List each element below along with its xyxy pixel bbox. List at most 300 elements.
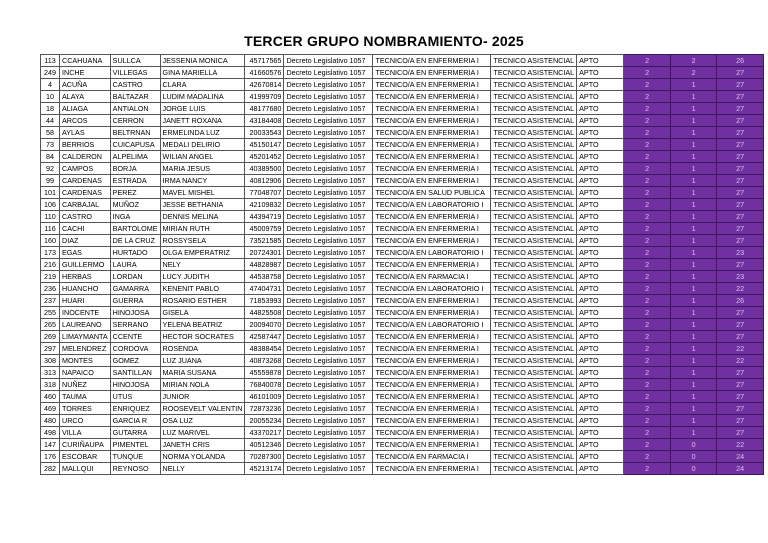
score-1-cell: 2 xyxy=(624,343,671,355)
score-2-cell: 1 xyxy=(671,319,717,331)
condicion-cell: APTO xyxy=(577,271,624,283)
regimen-cell: Decreto Legislativo 1057 xyxy=(284,127,373,139)
row-number-cell: 176 xyxy=(41,451,60,463)
score-1-cell: 2 xyxy=(624,139,671,151)
apellido-paterno-cell: VILLA xyxy=(60,427,111,439)
cargo-cell: TECNICO/A EN ENFERMERIA I xyxy=(373,463,491,475)
row-number-cell: 113 xyxy=(41,55,60,67)
grupo-ocupacional-cell: TECNICO ASISTENCIAL xyxy=(491,331,577,343)
score-2-cell: 1 xyxy=(671,331,717,343)
table-row xyxy=(41,331,764,343)
grupo-ocupacional-cell: TECNICO ASISTENCIAL xyxy=(491,343,577,355)
table-row xyxy=(41,175,764,187)
nombres-cell: NORMA YOLANDA xyxy=(160,451,245,463)
apellido-materno-cell: ANTIALON xyxy=(110,103,160,115)
cargo-cell: TECNICO/A EN ENFERMERIA I xyxy=(373,223,491,235)
nombres-cell: ROSARIO ESTHER xyxy=(160,295,245,307)
apellido-paterno-cell: CARDENAS xyxy=(60,175,111,187)
apellido-paterno-cell: LIMAYMANTA xyxy=(60,331,111,343)
score-2-cell: 1 xyxy=(671,199,717,211)
apellido-paterno-cell: LAUREANO xyxy=(60,319,111,331)
nombres-cell: DENNIS MELINA xyxy=(160,211,245,223)
score-3-cell: 23 xyxy=(717,271,764,283)
row-number-cell: 173 xyxy=(41,247,60,259)
score-1-cell: 2 xyxy=(624,427,671,439)
cargo-cell: TECNICO/A EN ENFERMERIA I xyxy=(373,295,491,307)
score-2-cell: 1 xyxy=(671,163,717,175)
score-1-cell: 2 xyxy=(624,463,671,475)
grupo-ocupacional-cell: TECNICO ASISTENCIAL xyxy=(491,235,577,247)
row-number-cell: 313 xyxy=(41,367,60,379)
table-row xyxy=(41,463,764,475)
regimen-cell: Decreto Legislativo 1057 xyxy=(284,391,373,403)
nombres-cell: CLARA xyxy=(160,79,245,91)
dni-cell: 43370217 xyxy=(245,427,284,439)
score-2-cell: 1 xyxy=(671,115,717,127)
nombres-cell: GISELA xyxy=(160,307,245,319)
score-2-cell: 1 xyxy=(671,415,717,427)
nombres-cell: JANETT ROXANA xyxy=(160,115,245,127)
table-row xyxy=(41,223,764,235)
table-row xyxy=(41,415,764,427)
score-3-cell: 22 xyxy=(717,283,764,295)
score-3-cell: 27 xyxy=(717,235,764,247)
score-2-cell: 1 xyxy=(671,79,717,91)
apellido-paterno-cell: CASTRO xyxy=(60,211,111,223)
table-row xyxy=(41,367,764,379)
dni-cell: 40873268 xyxy=(245,355,284,367)
score-1-cell: 2 xyxy=(624,79,671,91)
score-1-cell: 2 xyxy=(624,283,671,295)
apellido-paterno-cell: HUARI xyxy=(60,295,111,307)
row-number-cell: 44 xyxy=(41,115,60,127)
nombres-cell: ROSSYSELA xyxy=(160,235,245,247)
condicion-cell: APTO xyxy=(577,67,624,79)
score-2-cell: 1 xyxy=(671,151,717,163)
apellido-materno-cell: PEREZ xyxy=(110,187,160,199)
regimen-cell: Decreto Legislativo 1057 xyxy=(284,283,373,295)
dni-cell: 42670814 xyxy=(245,79,284,91)
grupo-ocupacional-cell: TECNICO ASISTENCIAL xyxy=(491,415,577,427)
condicion-cell: APTO xyxy=(577,283,624,295)
grupo-ocupacional-cell: TECNICO ASISTENCIAL xyxy=(491,79,577,91)
row-number-cell: 101 xyxy=(41,187,60,199)
cargo-cell: TECNICO/A EN ENFERMERIA I xyxy=(373,391,491,403)
row-number-cell: 160 xyxy=(41,235,60,247)
condicion-cell: APTO xyxy=(577,139,624,151)
results-table xyxy=(40,54,764,475)
row-number-cell: 237 xyxy=(41,295,60,307)
dni-cell: 40512346 xyxy=(245,439,284,451)
apellido-materno-cell: HINOJOSA xyxy=(110,307,160,319)
nombres-cell: LUZ MARIVEL xyxy=(160,427,245,439)
apellido-paterno-cell: DIAZ xyxy=(60,235,111,247)
condicion-cell: APTO xyxy=(577,355,624,367)
condicion-cell: APTO xyxy=(577,235,624,247)
score-1-cell: 2 xyxy=(624,379,671,391)
score-3-cell: 27 xyxy=(717,367,764,379)
dni-cell: 41999709 xyxy=(245,91,284,103)
apellido-materno-cell: BORJA xyxy=(110,163,160,175)
apellido-materno-cell: GOMEZ xyxy=(110,355,160,367)
grupo-ocupacional-cell: TECNICO ASISTENCIAL xyxy=(491,451,577,463)
grupo-ocupacional-cell: TECNICO ASISTENCIAL xyxy=(491,103,577,115)
cargo-cell: TECNICO/A EN ENFERMERIA I xyxy=(373,379,491,391)
row-number-cell: 469 xyxy=(41,403,60,415)
score-3-cell: 27 xyxy=(717,67,764,79)
regimen-cell: Decreto Legislativo 1057 xyxy=(284,367,373,379)
cargo-cell: TECNICO/A EN FARMACIA I xyxy=(373,451,491,463)
score-3-cell: 26 xyxy=(717,55,764,67)
apellido-materno-cell: DE LA CRUZ xyxy=(110,235,160,247)
table-row xyxy=(41,427,764,439)
score-3-cell: 27 xyxy=(717,163,764,175)
score-1-cell: 2 xyxy=(624,403,671,415)
table-row xyxy=(41,283,764,295)
dni-cell: 41660576 xyxy=(245,67,284,79)
score-1-cell: 2 xyxy=(624,259,671,271)
nombres-cell: JUNIOR xyxy=(160,391,245,403)
apellido-materno-cell: GAMARRA xyxy=(110,283,160,295)
grupo-ocupacional-cell: TECNICO ASISTENCIAL xyxy=(491,271,577,283)
apellido-paterno-cell: ACUÑA xyxy=(60,79,111,91)
score-1-cell: 2 xyxy=(624,391,671,403)
nombres-cell: MEDALI DELIRIO xyxy=(160,139,245,151)
score-2-cell: 1 xyxy=(671,355,717,367)
score-1-cell: 2 xyxy=(624,211,671,223)
score-2-cell: 1 xyxy=(671,379,717,391)
score-1-cell: 2 xyxy=(624,91,671,103)
apellido-materno-cell: GUERRA xyxy=(110,295,160,307)
nombres-cell: GINA MARIELLA xyxy=(160,67,245,79)
score-2-cell: 1 xyxy=(671,91,717,103)
score-2-cell: 1 xyxy=(671,139,717,151)
table-row xyxy=(41,355,764,367)
nombres-cell: ERMELINDA LUZ xyxy=(160,127,245,139)
score-3-cell: 23 xyxy=(717,247,764,259)
apellido-paterno-cell: HERBAS xyxy=(60,271,111,283)
table-row xyxy=(41,127,764,139)
apellido-materno-cell: ENRIQUEZ xyxy=(110,403,160,415)
score-2-cell: 1 xyxy=(671,103,717,115)
dni-cell: 42587447 xyxy=(245,331,284,343)
row-number-cell: 269 xyxy=(41,331,60,343)
apellido-paterno-cell: MELENDREZ xyxy=(60,343,111,355)
score-2-cell: 1 xyxy=(671,307,717,319)
apellido-materno-cell: GARCIA R xyxy=(110,415,160,427)
nombres-cell: HECTOR SOCRATES xyxy=(160,331,245,343)
score-3-cell: 27 xyxy=(717,187,764,199)
nombres-cell: WILIAN ANGEL xyxy=(160,151,245,163)
cargo-cell: TECNICO/A EN LABORATORIO I xyxy=(373,319,491,331)
grupo-ocupacional-cell: TECNICO ASISTENCIAL xyxy=(491,115,577,127)
score-3-cell: 24 xyxy=(717,451,764,463)
cargo-cell: TECNICO/A EN ENFERMERIA I xyxy=(373,55,491,67)
grupo-ocupacional-cell: TECNICO ASISTENCIAL xyxy=(491,283,577,295)
table-row xyxy=(41,307,764,319)
regimen-cell: Decreto Legislativo 1057 xyxy=(284,415,373,427)
grupo-ocupacional-cell: TECNICO ASISTENCIAL xyxy=(491,127,577,139)
grupo-ocupacional-cell: TECNICO ASISTENCIAL xyxy=(491,67,577,79)
grupo-ocupacional-cell: TECNICO ASISTENCIAL xyxy=(491,439,577,451)
score-1-cell: 2 xyxy=(624,199,671,211)
cargo-cell: TECNICO/A EN ENFERMERIA I xyxy=(373,355,491,367)
dni-cell: 42109832 xyxy=(245,199,284,211)
row-number-cell: 106 xyxy=(41,199,60,211)
score-3-cell: 27 xyxy=(717,91,764,103)
condicion-cell: APTO xyxy=(577,175,624,187)
grupo-ocupacional-cell: TECNICO ASISTENCIAL xyxy=(491,151,577,163)
apellido-materno-cell: CERRON xyxy=(110,115,160,127)
row-number-cell: 84 xyxy=(41,151,60,163)
grupo-ocupacional-cell: TECNICO ASISTENCIAL xyxy=(491,379,577,391)
apellido-paterno-cell: NUÑEZ xyxy=(60,379,111,391)
grupo-ocupacional-cell: TECNICO ASISTENCIAL xyxy=(491,175,577,187)
apellido-paterno-cell: ALAYA xyxy=(60,91,111,103)
nombres-cell: NELLY xyxy=(160,463,245,475)
score-2-cell: 1 xyxy=(671,127,717,139)
condicion-cell: APTO xyxy=(577,91,624,103)
apellido-materno-cell: MUÑOZ xyxy=(110,199,160,211)
apellido-paterno-cell: BERRIOS xyxy=(60,139,111,151)
cargo-cell: TECNICO/A EN ENFERMERIA I xyxy=(373,427,491,439)
row-number-cell: 10 xyxy=(41,91,60,103)
table-row xyxy=(41,163,764,175)
cargo-cell: TECNICO/A EN SALUD PUBLICA xyxy=(373,187,491,199)
table-row xyxy=(41,439,764,451)
apellido-materno-cell: SERRANO xyxy=(110,319,160,331)
score-3-cell: 27 xyxy=(717,307,764,319)
table-row xyxy=(41,379,764,391)
score-3-cell: 27 xyxy=(717,211,764,223)
apellido-materno-cell: HINOJOSA xyxy=(110,379,160,391)
apellido-paterno-cell: CARDENAS xyxy=(60,187,111,199)
score-3-cell: 22 xyxy=(717,343,764,355)
regimen-cell: Decreto Legislativo 1057 xyxy=(284,295,373,307)
table-row xyxy=(41,67,764,79)
regimen-cell: Decreto Legislativo 1057 xyxy=(284,139,373,151)
grupo-ocupacional-cell: TECNICO ASISTENCIAL xyxy=(491,367,577,379)
nombres-cell: KENENIT PABLO xyxy=(160,283,245,295)
score-3-cell: 22 xyxy=(717,439,764,451)
condicion-cell: APTO xyxy=(577,427,624,439)
row-number-cell: 110 xyxy=(41,211,60,223)
cargo-cell: TECNICO/A EN ENFERMERIA I xyxy=(373,91,491,103)
condicion-cell: APTO xyxy=(577,211,624,223)
table-row xyxy=(41,451,764,463)
condicion-cell: APTO xyxy=(577,259,624,271)
apellido-paterno-cell: MALLQUI xyxy=(60,463,111,475)
regimen-cell: Decreto Legislativo 1057 xyxy=(284,175,373,187)
table-row xyxy=(41,151,764,163)
score-2-cell: 0 xyxy=(671,451,717,463)
dni-cell: 44828987 xyxy=(245,259,284,271)
score-1-cell: 2 xyxy=(624,175,671,187)
dni-cell: 40389500 xyxy=(245,163,284,175)
cargo-cell: TECNICO/A EN ENFERMERIA I xyxy=(373,151,491,163)
score-1-cell: 2 xyxy=(624,331,671,343)
score-2-cell: 2 xyxy=(671,67,717,79)
table-row xyxy=(41,211,764,223)
regimen-cell: Decreto Legislativo 1057 xyxy=(284,163,373,175)
apellido-materno-cell: REYNOSO xyxy=(110,463,160,475)
grupo-ocupacional-cell: TECNICO ASISTENCIAL xyxy=(491,139,577,151)
score-1-cell: 2 xyxy=(624,307,671,319)
score-2-cell: 1 xyxy=(671,271,717,283)
score-2-cell: 1 xyxy=(671,187,717,199)
apellido-paterno-cell: TAUMA xyxy=(60,391,111,403)
cargo-cell: TECNICO/A EN ENFERMERIA I xyxy=(373,403,491,415)
nombres-cell: JESSE BETHANIA xyxy=(160,199,245,211)
table-row xyxy=(41,199,764,211)
dni-cell: 47404731 xyxy=(245,283,284,295)
dni-cell: 48177680 xyxy=(245,103,284,115)
table-row xyxy=(41,115,764,127)
cargo-cell: TECNICO/A EN ENFERMERIA I xyxy=(373,211,491,223)
regimen-cell: Decreto Legislativo 1057 xyxy=(284,319,373,331)
regimen-cell: Decreto Legislativo 1057 xyxy=(284,79,373,91)
score-2-cell: 1 xyxy=(671,259,717,271)
condicion-cell: APTO xyxy=(577,247,624,259)
condicion-cell: APTO xyxy=(577,391,624,403)
grupo-ocupacional-cell: TECNICO ASISTENCIAL xyxy=(491,295,577,307)
table-row xyxy=(41,295,764,307)
score-1-cell: 2 xyxy=(624,163,671,175)
score-3-cell: 26 xyxy=(717,295,764,307)
grupo-ocupacional-cell: TECNICO ASISTENCIAL xyxy=(491,55,577,67)
nombres-cell: JANETH CRIS xyxy=(160,439,245,451)
apellido-paterno-cell: HUANCHO xyxy=(60,283,111,295)
row-number-cell: 318 xyxy=(41,379,60,391)
regimen-cell: Decreto Legislativo 1057 xyxy=(284,199,373,211)
score-2-cell: 1 xyxy=(671,175,717,187)
score-2-cell: 1 xyxy=(671,235,717,247)
dni-cell: 45717565 xyxy=(245,55,284,67)
cargo-cell: TECNICO/A EN ENFERMERIA I xyxy=(373,415,491,427)
apellido-materno-cell: UTUS xyxy=(110,391,160,403)
apellido-paterno-cell: TORRES xyxy=(60,403,111,415)
score-2-cell: 1 xyxy=(671,343,717,355)
table-row xyxy=(41,103,764,115)
row-number-cell: 216 xyxy=(41,259,60,271)
apellido-materno-cell: BARTOLOME xyxy=(110,223,160,235)
grupo-ocupacional-cell: TECNICO ASISTENCIAL xyxy=(491,319,577,331)
cargo-cell: TECNICO/A EN ENFERMERIA I xyxy=(373,259,491,271)
regimen-cell: Decreto Legislativo 1057 xyxy=(284,247,373,259)
apellido-paterno-cell: EGAS xyxy=(60,247,111,259)
apellido-paterno-cell: GUILLERMO xyxy=(60,259,111,271)
dni-cell: 20094070 xyxy=(245,319,284,331)
grupo-ocupacional-cell: TECNICO ASISTENCIAL xyxy=(491,391,577,403)
condicion-cell: APTO xyxy=(577,187,624,199)
dni-cell: 44825508 xyxy=(245,307,284,319)
apellido-materno-cell: TUNQUE xyxy=(110,451,160,463)
condicion-cell: APTO xyxy=(577,115,624,127)
results-table-body xyxy=(41,55,764,475)
score-2-cell: 1 xyxy=(671,295,717,307)
condicion-cell: APTO xyxy=(577,307,624,319)
condicion-cell: APTO xyxy=(577,403,624,415)
condicion-cell: APTO xyxy=(577,151,624,163)
score-1-cell: 2 xyxy=(624,247,671,259)
row-number-cell: 73 xyxy=(41,139,60,151)
apellido-materno-cell: LAURA xyxy=(110,259,160,271)
cargo-cell: TECNICO/A EN ENFERMERIA I xyxy=(373,307,491,319)
regimen-cell: Decreto Legislativo 1057 xyxy=(284,427,373,439)
score-3-cell: 27 xyxy=(717,415,764,427)
score-1-cell: 2 xyxy=(624,367,671,379)
nombres-cell: MIRIAN RUTH xyxy=(160,223,245,235)
dni-cell: 73521585 xyxy=(245,235,284,247)
nombres-cell: MIRIAN NOLA xyxy=(160,379,245,391)
score-1-cell: 2 xyxy=(624,115,671,127)
apellido-materno-cell: HURTADO xyxy=(110,247,160,259)
score-1-cell: 2 xyxy=(624,67,671,79)
apellido-materno-cell: CUICAPUSA xyxy=(110,139,160,151)
table-row xyxy=(41,91,764,103)
score-1-cell: 2 xyxy=(624,295,671,307)
dni-cell: 43184408 xyxy=(245,115,284,127)
apellido-materno-cell: VILLEGAS xyxy=(110,67,160,79)
grupo-ocupacional-cell: TECNICO ASISTENCIAL xyxy=(491,427,577,439)
condicion-cell: APTO xyxy=(577,127,624,139)
dni-cell: 20033543 xyxy=(245,127,284,139)
cargo-cell: TECNICO/A EN LABORATORIO I xyxy=(373,247,491,259)
condicion-cell: APTO xyxy=(577,451,624,463)
score-2-cell: 2 xyxy=(671,55,717,67)
regimen-cell: Decreto Legislativo 1057 xyxy=(284,271,373,283)
table-row xyxy=(41,235,764,247)
nombres-cell: OLGA EMPERATRIZ xyxy=(160,247,245,259)
nombres-cell: NELY xyxy=(160,259,245,271)
score-2-cell: 1 xyxy=(671,367,717,379)
grupo-ocupacional-cell: TECNICO ASISTENCIAL xyxy=(491,259,577,271)
apellido-materno-cell: LORDAN xyxy=(110,271,160,283)
apellido-paterno-cell: INOCENTE xyxy=(60,307,111,319)
regimen-cell: Decreto Legislativo 1057 xyxy=(284,187,373,199)
nombres-cell: MARIA SUSANA xyxy=(160,367,245,379)
apellido-paterno-cell: URCO xyxy=(60,415,111,427)
table-row xyxy=(41,55,764,67)
table-row xyxy=(41,391,764,403)
grupo-ocupacional-cell: TECNICO ASISTENCIAL xyxy=(491,199,577,211)
dni-cell: 40812906 xyxy=(245,175,284,187)
table-row xyxy=(41,319,764,331)
score-2-cell: 1 xyxy=(671,223,717,235)
apellido-materno-cell: ALPELIMA xyxy=(110,151,160,163)
score-1-cell: 2 xyxy=(624,355,671,367)
regimen-cell: Decreto Legislativo 1057 xyxy=(284,235,373,247)
condicion-cell: APTO xyxy=(577,163,624,175)
score-3-cell: 27 xyxy=(717,427,764,439)
nombres-cell: LUZ JUANA xyxy=(160,355,245,367)
row-number-cell: 249 xyxy=(41,67,60,79)
dni-cell: 76840078 xyxy=(245,379,284,391)
grupo-ocupacional-cell: TECNICO ASISTENCIAL xyxy=(491,187,577,199)
row-number-cell: 308 xyxy=(41,355,60,367)
score-1-cell: 2 xyxy=(624,415,671,427)
apellido-paterno-cell: CACHI xyxy=(60,223,111,235)
score-1-cell: 2 xyxy=(624,319,671,331)
condicion-cell: APTO xyxy=(577,319,624,331)
grupo-ocupacional-cell: TECNICO ASISTENCIAL xyxy=(491,223,577,235)
regimen-cell: Decreto Legislativo 1057 xyxy=(284,355,373,367)
apellido-materno-cell: CORDOVA xyxy=(110,343,160,355)
score-3-cell: 27 xyxy=(717,127,764,139)
apellido-paterno-cell: NAPAICO xyxy=(60,367,111,379)
apellido-paterno-cell: ESCOBAR xyxy=(60,451,111,463)
apellido-materno-cell: CCENTE xyxy=(110,331,160,343)
